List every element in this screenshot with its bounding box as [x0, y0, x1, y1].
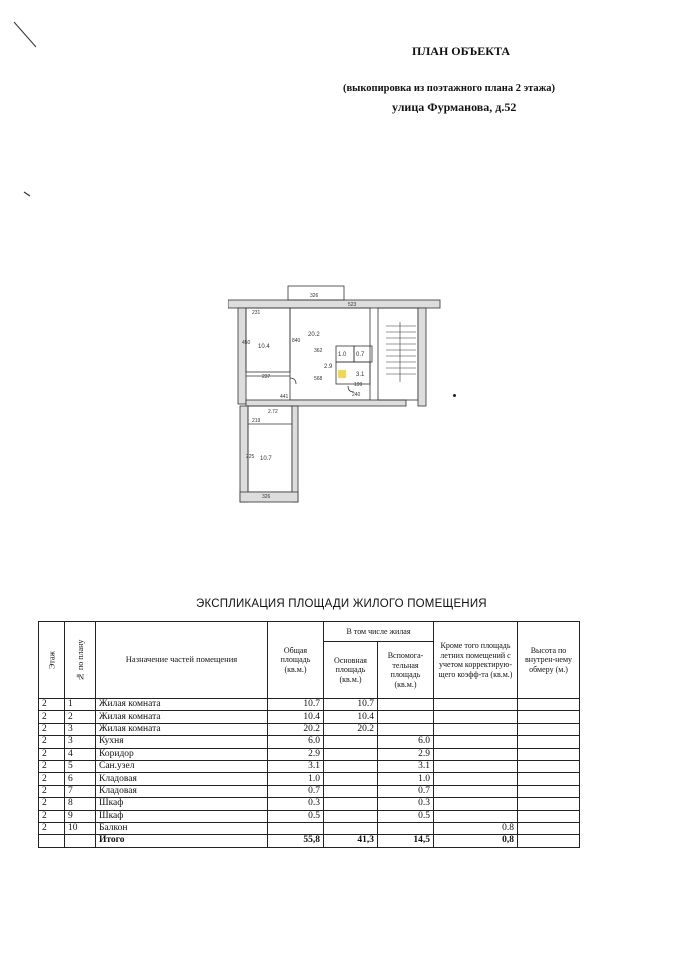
header-incl-living: В том числе жилая — [324, 622, 434, 642]
room-label: 20.2 — [308, 332, 320, 338]
cell-name: Коридор — [96, 748, 268, 760]
dim-label: 450 — [242, 340, 251, 346]
cell-name: Балкон — [96, 822, 268, 834]
cell-main — [324, 785, 378, 797]
cell-name: Шкаф — [96, 798, 268, 810]
dim-label: 568 — [314, 376, 323, 382]
room-label: 10.4 — [258, 344, 270, 350]
cell-floor: 2 — [39, 711, 65, 723]
header-height: Высота по внутрен-нему обмеру (м.) — [518, 622, 580, 699]
cell-floor: 2 — [39, 798, 65, 810]
cell-name: Кухня — [96, 736, 268, 748]
cell-summer — [434, 723, 518, 735]
cell-height — [518, 736, 580, 748]
cell-total: 0.5 — [268, 810, 324, 822]
cell-summer — [434, 760, 518, 772]
cell-aux: 3.1 — [378, 760, 434, 772]
header-total-area: Общая площадь (кв.м.) — [268, 622, 324, 699]
cell-summer — [434, 711, 518, 723]
cell-summer — [434, 748, 518, 760]
room-label: 2.9 — [324, 364, 333, 370]
cell-total: 6.0 — [268, 736, 324, 748]
cell-aux: 0.3 — [378, 798, 434, 810]
cell-no: 3 — [65, 736, 96, 748]
explication-title: ЭКСПЛИКАЦИЯ ПЛОЩАДИ ЖИЛОГО ПОМЕЩЕНИЯ — [196, 598, 487, 610]
table-row — [39, 748, 580, 760]
table-row — [39, 711, 580, 723]
table-row — [39, 723, 580, 735]
scan-dot — [453, 394, 456, 397]
cell-total: 0.3 — [268, 798, 324, 810]
cell-height — [518, 798, 580, 810]
cell-summer — [434, 699, 518, 711]
cell-no: 6 — [65, 773, 96, 785]
cell-summer — [434, 773, 518, 785]
table-row — [39, 810, 580, 822]
cell-aux — [378, 822, 434, 834]
total-area: 55,8 — [268, 835, 324, 847]
cell-total: 20.2 — [268, 723, 324, 735]
cell-total: 0.7 — [268, 785, 324, 797]
cell-name: Жилая комната — [96, 723, 268, 735]
cell-floor: 2 — [39, 723, 65, 735]
table-row — [39, 822, 580, 834]
cell-floor: 2 — [39, 760, 65, 772]
cell-aux — [378, 711, 434, 723]
cell-height — [518, 785, 580, 797]
table-row — [39, 736, 580, 748]
cell-name: Кладовая — [96, 773, 268, 785]
cell-height — [518, 711, 580, 723]
cell-total: 10.7 — [268, 699, 324, 711]
cell-floor: 2 — [39, 822, 65, 834]
cell-aux: 0.5 — [378, 810, 434, 822]
total-no — [65, 835, 96, 847]
page-title: ПЛАН ОБЪЕКТА — [412, 44, 511, 58]
cell-total: 2.9 — [268, 748, 324, 760]
cell-aux: 1.0 — [378, 773, 434, 785]
cell-main — [324, 810, 378, 822]
cell-no: 9 — [65, 810, 96, 822]
cell-summer — [434, 785, 518, 797]
table-row — [39, 798, 580, 810]
cell-no: 3 — [65, 723, 96, 735]
cell-name: Кладовая — [96, 785, 268, 797]
cell-summer — [434, 736, 518, 748]
cell-no: 1 — [65, 699, 96, 711]
cell-aux: 6.0 — [378, 736, 434, 748]
cell-height — [518, 723, 580, 735]
cell-no: 8 — [65, 798, 96, 810]
header-summer-area: Кроме того площадь летних помещений с учетом корректирую-щего коэфф-та (кв.м.) — [434, 622, 518, 699]
header-main-area: Основная площадь (кв.м.) — [324, 642, 378, 699]
room-label: 1.0 — [338, 352, 347, 358]
cell-main: 20.2 — [324, 723, 378, 735]
cell-total — [268, 822, 324, 834]
cell-no: 4 — [65, 748, 96, 760]
cell-no: 7 — [65, 785, 96, 797]
dim-label: 231 — [252, 310, 261, 316]
room-label: 0.7 — [356, 352, 365, 358]
cell-total: 3.1 — [268, 760, 324, 772]
table-row — [39, 773, 580, 785]
cell-main — [324, 748, 378, 760]
dim-label: 225 — [246, 454, 255, 460]
cell-name: Жилая комната — [96, 711, 268, 723]
cell-aux: 2.9 — [378, 748, 434, 760]
header-floor: Этаж — [39, 622, 65, 699]
cell-summer — [434, 810, 518, 822]
total-row — [39, 835, 580, 847]
cell-no: 2 — [65, 711, 96, 723]
dim-label: 441 — [280, 394, 289, 400]
dim-label: 523 — [348, 302, 357, 308]
cell-total: 1.0 — [268, 773, 324, 785]
cell-aux — [378, 699, 434, 711]
cell-aux: 0.7 — [378, 785, 434, 797]
cell-height — [518, 822, 580, 834]
address: улица Фурманова, д.52 — [392, 100, 517, 114]
total-label: Итого — [96, 835, 268, 847]
cell-name: Сан.узел — [96, 760, 268, 772]
total-aux: 14,5 — [378, 835, 434, 847]
total-floor — [39, 835, 65, 847]
floor-plan — [228, 282, 443, 512]
cell-no: 10 — [65, 822, 96, 834]
dim-label: 362 — [314, 348, 323, 354]
cell-floor: 2 — [39, 773, 65, 785]
cell-no: 5 — [65, 760, 96, 772]
cell-aux — [378, 723, 434, 735]
table-row — [39, 760, 580, 772]
header-aux-area: Вспомога-тельная площадь (кв.м.) — [378, 642, 434, 699]
dim-label: 326 — [310, 293, 319, 299]
cell-name: Шкаф — [96, 810, 268, 822]
dim-label: 219 — [252, 418, 261, 424]
total-summer: 0,8 — [434, 835, 518, 847]
cell-name: Жилая комната — [96, 699, 268, 711]
table-row — [39, 785, 580, 797]
cell-height — [518, 748, 580, 760]
dim-label: 237 — [262, 374, 271, 380]
cell-main: 10.7 — [324, 699, 378, 711]
cell-floor: 2 — [39, 748, 65, 760]
total-main: 41,3 — [324, 835, 378, 847]
cell-main — [324, 822, 378, 834]
dim-label: 326 — [262, 494, 271, 500]
cell-height — [518, 760, 580, 772]
cell-main — [324, 760, 378, 772]
cell-main — [324, 798, 378, 810]
cell-floor: 2 — [39, 736, 65, 748]
header-purpose: Назначение частей помещения — [96, 622, 268, 699]
cell-height — [518, 810, 580, 822]
cell-floor: 2 — [39, 810, 65, 822]
dim-label: 2.72 — [268, 409, 278, 415]
total-height — [518, 835, 580, 847]
cell-floor: 2 — [39, 785, 65, 797]
cell-summer — [434, 798, 518, 810]
explication-table — [38, 621, 580, 848]
cell-height — [518, 699, 580, 711]
room-label: 10.7 — [260, 456, 272, 462]
cell-height — [518, 773, 580, 785]
cell-summer: 0.8 — [434, 822, 518, 834]
dim-label: 240 — [352, 392, 361, 398]
cell-main — [324, 773, 378, 785]
cell-floor: 2 — [39, 699, 65, 711]
dim-label: 199 — [354, 382, 363, 388]
page-subtitle: (выкопировка из поэтажного плана 2 этажа) — [343, 83, 556, 94]
dim-label: 840 — [292, 338, 301, 344]
highlight-marker — [338, 370, 346, 378]
cell-total: 10.4 — [268, 711, 324, 723]
header-plan-no: № по плану — [65, 622, 96, 699]
table-row — [39, 699, 580, 711]
room-label: 3.1 — [356, 372, 365, 378]
cell-main — [324, 736, 378, 748]
cell-main: 10.4 — [324, 711, 378, 723]
